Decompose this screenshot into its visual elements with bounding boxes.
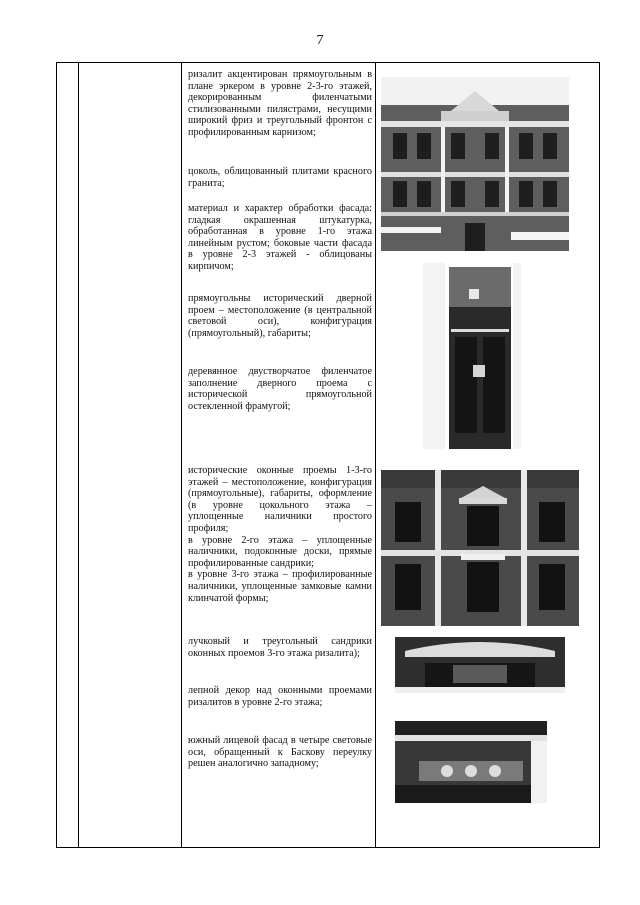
text-block-doorway — [188, 293, 372, 339]
text-block-risalit — [188, 69, 372, 139]
text-block-plinth — [188, 166, 372, 189]
text-block-south-facade — [188, 735, 372, 770]
paragraph: в уровне 3-го этажа – профилированные наличники, уплощенные замковые камни клинчатой формы; — [188, 569, 372, 604]
photo-facade-erker — [381, 77, 569, 251]
photo-doorway — [421, 263, 521, 453]
text-block-windows — [188, 465, 372, 604]
text-block-material — [188, 203, 372, 273]
paragraph: исторические оконные проемы 1-3-го этажей – местоположение, конфигурация (прямоугольные), габариты, оформление (в уровне цокольного этажа – уплощенные наличники простого профиля; — [188, 465, 372, 534]
paragraph: лепной декор над оконными проемами ризалитов в уровне 2-го этажа; — [188, 685, 372, 708]
text-block-door-fill — [188, 366, 372, 412]
text-block-stucco — [188, 685, 372, 708]
paragraph: южный лицевой фасад в четыре световые оси, обращенный к Баскову переулку решен аналогично западному; — [188, 735, 372, 770]
column-divider — [181, 63, 182, 847]
photo-stucco-decor — [395, 721, 547, 803]
photo-windows — [381, 470, 579, 626]
text-block-sandriks — [188, 636, 372, 659]
paragraph: деревянное двустворчатое филенчатое заполнение дверного проема с исторической прямоугольной остекленной фрамугой; — [188, 366, 372, 412]
table-frame — [56, 62, 600, 848]
paragraph: в уровне 2-го этажа – уплощенные наличники, подоконные доски, прямые профилированные сандрики; — [188, 534, 372, 569]
photo-sandrik — [395, 637, 565, 693]
paragraph: материал и характер обработки фасада: гладкая окрашенная штукатурка, обработанная в уровне 1-го этажа линейным рустом; боковые части фасада в уровне 2-3 этажей - облицованы кирпичом; — [188, 203, 372, 272]
paragraph: ризалит акцентирован прямоугольным в плане эркером в уровне 2-3-го этажей, декорированным филенчатыми стилизованными пилястрами, несущими широкий фриз и треугольный фронтон с профилированным карнизом; — [188, 69, 372, 138]
paragraph: лучковый и треугольный сандрики оконных проемов 3-го этажа ризалита); — [188, 636, 372, 659]
page-number: 7 — [316, 33, 324, 48]
paragraph: цоколь, облицованный плитами красного гранита; — [188, 166, 372, 189]
column-divider — [375, 63, 376, 847]
column-divider — [78, 63, 79, 847]
paragraph: прямоугольны исторический дверной проем – местоположение (в центральной световой оси), конфигурация (прямоугольный), габариты; — [188, 293, 372, 339]
